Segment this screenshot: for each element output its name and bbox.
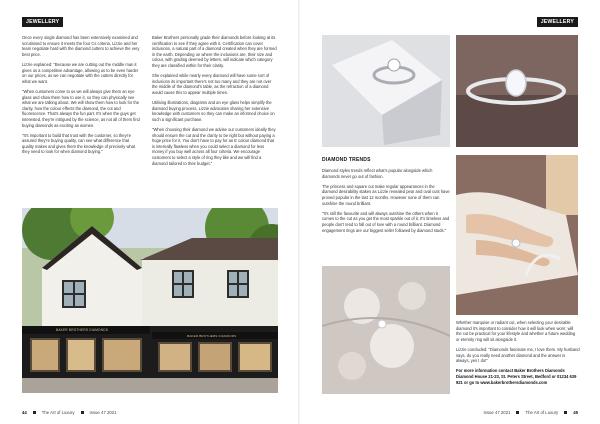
footer-brand: The Art of Luxury <box>41 410 75 415</box>
right-column-1 <box>322 168 450 238</box>
shopfront-photo <box>22 208 278 393</box>
paragraph: Diamond styles trends reflect what's popular alongside which diamonds never go out of fashion. <box>322 168 433 179</box>
right-column-2 <box>456 320 580 390</box>
paragraph: Lizzie explained: "Because we are cutting out the middle man it gives us a competitive advantage, allowing us to be even harder on our prices, as we can negotiate with the cutters directly for what we want. <box>22 61 139 84</box>
left-footer <box>22 410 117 415</box>
ring-closeup-photo <box>456 35 578 147</box>
footer-issue: Issue 47 2021 <box>483 410 511 415</box>
footer-brand: The Art of Luxury <box>525 410 559 415</box>
footer-issue: Issue 47 2021 <box>89 410 117 415</box>
paragraph: Lizzie concluded: "Diamonds fascinate me, I love them. My husband says, do you really need another diamond and the answer is always, yes I do!" <box>456 346 580 364</box>
paragraph: "It's still the favourite and will always outshine the others when it comes to the cut as you get the most sparkle out of it. It's timeless and people don't tend to fall out of love with a round brilliant. Diamond engagement rings are our biggest seller followed by diamond studs." <box>322 210 450 233</box>
right-page <box>300 0 600 424</box>
shop-sign-left: BAKER BROTHERS DIAMONDS <box>56 328 109 332</box>
paragraph: "It's important to build that trust with the customer, so they're assured they're buying quality, can see what difference that quality makes and gives them the knowledge of precisely what they need to look for when diamond buying." <box>22 132 136 155</box>
page-number: 45 <box>573 410 578 415</box>
lace-dress-photo <box>322 266 450 394</box>
paragraph: She explained while nearly every diamond will have some sort of inclusions its important there's not too many and they are not over the middle of the diamond's table, as the refraction of a diamond would cause this to appear multiple times. <box>152 73 272 95</box>
shop-sign-right: BAKER BROTHERS DIAMONDS <box>187 334 237 338</box>
section-heading: DIAMOND TRENDS <box>322 157 371 163</box>
footer-bullet-icon <box>516 411 519 414</box>
paragraph: "When customers come to us we will always give them an eye glass and show them how to use it, so they can physically see what we are talking about. We will show them how to look for the clarity, how the colour effects the diamond, the cut and fluorescence. That's always the fun part. It's when the guys get interested, they're intrigued by the science, as not all of them find buying diamonds as exciting as women. <box>22 88 140 128</box>
paragraph: "When choosing their diamond we advise our customers ideally they should ensure the cut and the clarity to be right but without paying a huge price for it. You don't have to pay for an E colour diamond that is internally flawless when you could select a diamond for less money if you buy well across all four criteria. We encourage customers to select a style of ring they like and we will find a diamond tailored to their budget." <box>152 127 276 166</box>
paragraph: Baker Brothers personally grade their diamonds before looking at its certification to see if they agree with it. Certification can cover inclusions, a natural part of a diamond created when they are formed in the earth. Depending on where the inclusions are, their size and colour, with grading deemed by letters, will indicate which category they are classified within for their clarity. <box>152 35 277 68</box>
paragraph: The princess and square cut make regular appearances in the diamond desirability stakes as Lizzie revealed pear and oval cuts have proved popular in the last 12 months. However none of them can outshine the round brilliant. <box>322 183 450 206</box>
paragraph: Once every single diamond has been extensively examined and scrutinised to ensure it meets the four Cs criteria, Lizzie and her team negotiate hard with the diamond cutters to achieve the very best price. <box>22 35 140 57</box>
right-footer <box>483 410 578 415</box>
page-number: 44 <box>22 410 27 415</box>
ring-pedestal-photo <box>322 35 450 147</box>
footer-bullet-icon <box>81 411 84 414</box>
left-column-2 <box>152 35 277 171</box>
section-tag-left: JEWELLERY <box>22 17 63 27</box>
paragraph: Whether marquise or radiant cut, when selecting your desirable diamond it's important to consider how it will look when worn; will the cut be practical for your lifestyle and whether a future wedding or eternity ring will sit alongside it. <box>456 320 576 342</box>
hand-ring-photo <box>456 155 578 315</box>
footer-bullet-icon <box>33 411 36 414</box>
paragraph: Utilising illustrations, diagrams and an eye glass helps simplify the diamond buying process. Lizzie advocates sharing her extensive knowledge with customers so they can make an informed choice on such a significant purchase. <box>152 100 275 122</box>
contact-info: For more information contact Baker Brothers Diamonds Diamond House 21-23, St. Peters Street, Bedford or 01234 639 921 or go to www.bakerbrothersdiamonds.com <box>456 368 577 385</box>
left-column-1 <box>22 35 140 160</box>
footer-bullet-icon <box>564 411 567 414</box>
section-tag-right: JEWELLERY <box>537 17 578 27</box>
